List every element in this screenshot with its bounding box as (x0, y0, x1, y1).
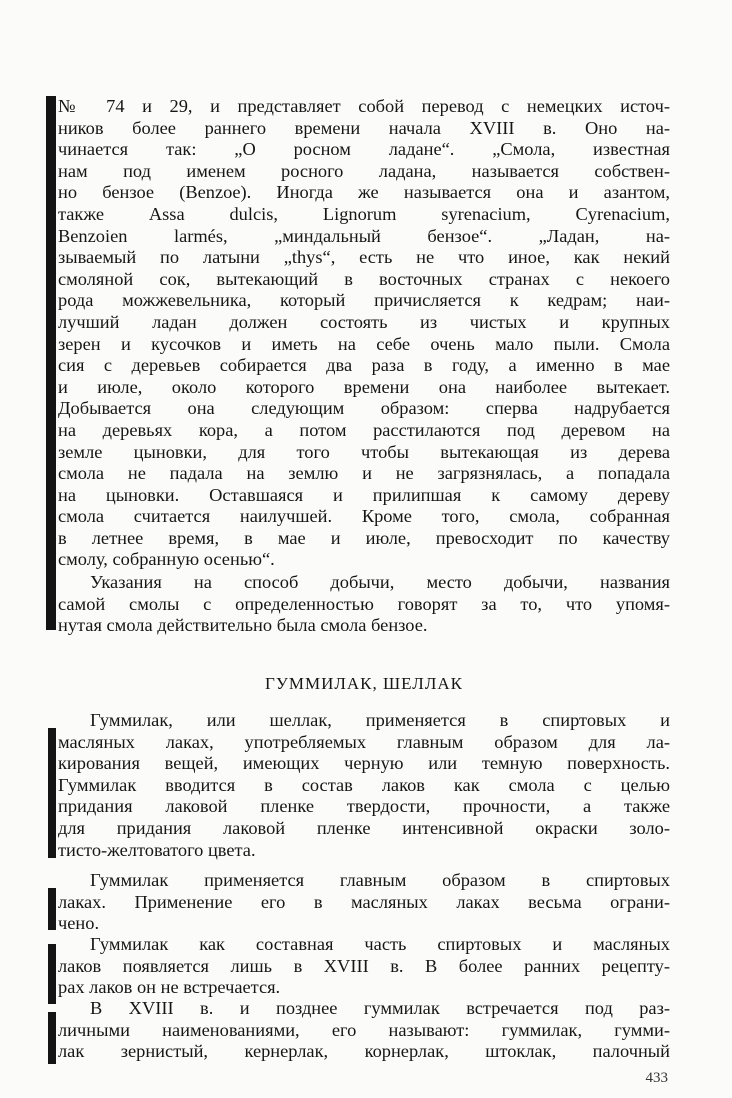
paragraph-gummilak-usage (58, 710, 670, 861)
text-line: Benzoien larmés, „миндальный бензое“. „Ладан, на- (58, 225, 670, 246)
text-line: чинается так: „О росном ладане“. „Смола, известная (58, 139, 670, 160)
page-number: 433 (645, 1070, 668, 1086)
text-line: личными наименованиями, его называют: гуммилак, гумми- (58, 1019, 670, 1040)
text-line: зерен и кусочков и иметь на себе очень мало пыли. Смола (58, 333, 670, 354)
text-line: в летнее время, в мае и июле, превосходит по качеству (58, 527, 670, 548)
text-line: ников более раннего времени начала XVIII в. Оно на- (58, 117, 670, 138)
binding-shadow (48, 1012, 56, 1064)
text-line: смола считается наилучшей. Кроме того, смола, собранная (58, 506, 670, 527)
text-line: чено. (58, 913, 100, 934)
text-line: Гуммилак вводится в состав лаков как смола с целью (58, 774, 670, 795)
text-line: Гуммилак как составная часть спиртовых и масляных (90, 934, 670, 954)
text-line: но бензое (Benzoe). Иногда же называется она и азантом, (58, 182, 670, 203)
text-line: смоляной сок, вытекающий в восточных странах с некоего (58, 268, 670, 289)
text-line: на деревьях кора, а потом расстилаются под деревом на (58, 419, 670, 440)
text-line: кирования вещей, имеющих черную или темную поверхность. (58, 753, 670, 774)
text-line: рах лаков он не встречается. (58, 977, 281, 998)
text-line: Гуммилак, или шеллак, применяется в спиртовых и (90, 710, 670, 730)
text-line: земле цыновки, для того чтобы вытекающая из дерева (58, 441, 670, 462)
binding-shadow (48, 944, 56, 1004)
paragraph-names (58, 998, 670, 1063)
text-line: нутая смола действительно была смола бензое. (58, 615, 428, 636)
text-line: смола не падала на землю и не загрязнялась, а попадала (58, 463, 670, 484)
binding-shadow (48, 728, 56, 858)
text-line: лаках. Применение его в масляных лаках весьма ограни- (58, 891, 670, 912)
text-line: придания лаковой пленке твердости, прочности, а также (58, 796, 670, 817)
text-line: зываемый по латыни „thys“, есть не что иное, как некий (58, 247, 670, 268)
text-line: Гуммилак применяется главным образом в спиртовых (90, 870, 670, 890)
text-line: № 74 и 29, и представляет собой перевод с немецких источ- (58, 96, 670, 116)
text-line: лучший ладан должен состоять из чистых и крупных (58, 311, 670, 332)
text-line: нам под именем росного ладана, называется собствен- (58, 160, 670, 181)
text-line: самой смолы с определенностью говорят за то, что упомя- (58, 593, 670, 614)
text-line: Добывается она следующим образом: сперва надрубается (58, 398, 670, 419)
text-line: рода можжевельника, который причисляется к кедрам; наи- (58, 290, 670, 311)
binding-shadow (48, 888, 56, 930)
text-line: лак зернистый, кернерлак, корнерлак, штоклак, палочный (58, 1041, 670, 1062)
text-line: Указания на способ добычи, место добычи, названия (90, 572, 670, 592)
text-line: для придания лаковой пленке интенсивной окраски золо- (58, 817, 670, 838)
text-line: также Assa dulcis, Lignorum syrenacium, Cyrenacium, (58, 203, 670, 224)
section-heading: ГУММИЛАК, ШЕЛЛАК (264, 674, 463, 693)
text-line: сия с деревьев собирается два раза в году, а именно в мае (58, 355, 670, 376)
text-line: и июле, около которого времени она наиболее вытекает. (58, 376, 670, 397)
paragraph-spirit-lacquers (58, 870, 670, 935)
text-line: лаков появляется лишь в XVIII в. В более ранних рецепту- (58, 955, 670, 976)
paragraph-benzoe-quote (58, 96, 670, 571)
text-line: тисто-желтоватого цвета. (58, 839, 256, 860)
text-line: В XVIII в. и позднее гуммилак встречается под раз- (90, 998, 670, 1018)
text-line: смолу, собранную осенью“. (58, 549, 275, 570)
text-line: на цыновки. Оставшаяся и прилипшая к самому дереву (58, 484, 670, 505)
binding-shadow (46, 96, 56, 630)
text-line: масляных лаках, употребляемых главным образом для ла- (58, 731, 670, 752)
paragraph-conclusion (58, 572, 670, 637)
paragraph-history (58, 934, 670, 999)
